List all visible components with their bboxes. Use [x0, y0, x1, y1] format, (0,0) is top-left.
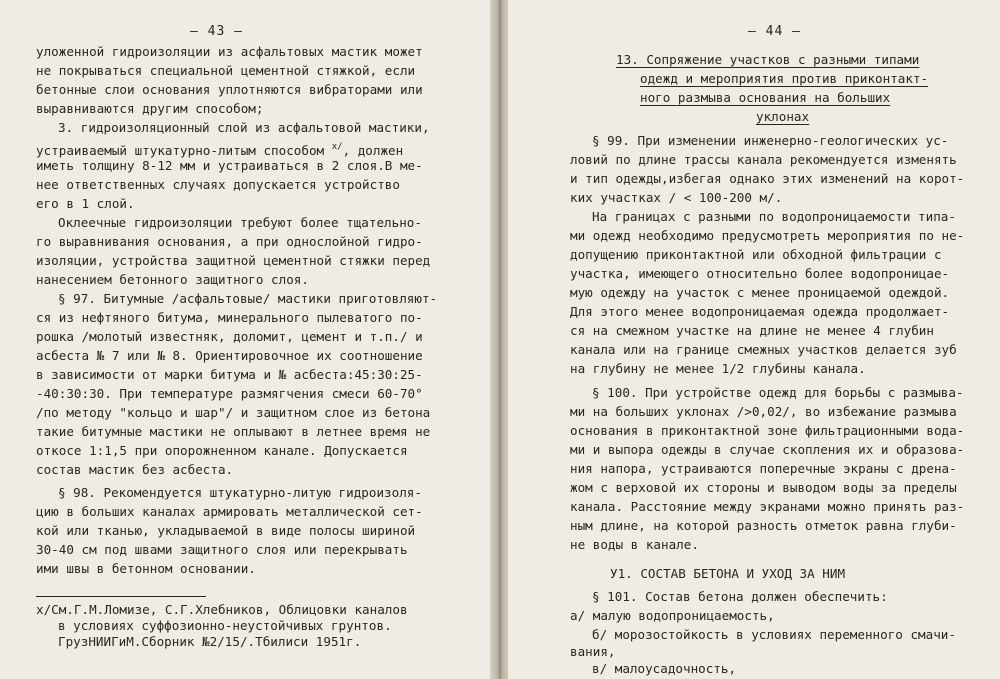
text-line: такие битумные мастики не оплывают в летнее время не [36, 424, 431, 439]
book-gutter [490, 0, 510, 679]
text-line: уложенной гидроизоляции из асфальтовых мастик может [36, 44, 423, 59]
footnote-line: x/См.Г.М.Ломизе, С.Г.Хлебников, Облицовки каналов [36, 602, 408, 617]
text-line: участка, имеющего относительно более водопроницае- [570, 266, 950, 281]
text-line: цию в больших каналах армировать металлической сет- [36, 504, 423, 519]
text-line: и тип одежды,избегая однако этих изменений на корот- [570, 171, 965, 186]
text-line: состав мастик без асбеста. [36, 462, 234, 477]
text-line: 30-40 см под швами защитного слоя или перекрывать [36, 542, 408, 557]
text-line: основания в приконтактной зоне фильтрационными вода- [570, 423, 965, 438]
section-heading-line: 13. Сопряжение участков с разными типами [616, 52, 920, 67]
text-line: § 100. При устройстве одежд для борьбы с размыва- [592, 385, 964, 400]
text-line: откосе 1:1,5 при опорожненном канале. Допускается [36, 443, 408, 458]
text-line: не воды в канале. [570, 537, 699, 552]
text-line: в зависимости от марки битума и № асбеста:45:30:25- [36, 367, 423, 382]
text-line: бетонные слои основания уплотняются вибраторами или [36, 82, 423, 97]
text-line: /по методу "кольцо и шар"/ и защитном слое из бетона [36, 405, 431, 420]
footnote-line: ГрузНИИГиМ.Сборник №2/15/.Тбилиси 1951г. [58, 634, 362, 649]
text-line: ся из нефтяного битума, минерального пылеватого по- [36, 310, 423, 325]
text-line: -40:30:30. При температуре размягчения смеси 60-70° [36, 386, 423, 401]
text-line: нанесением бетонного защитного слоя. [36, 272, 309, 287]
text-line: в/ малоусадочность, [592, 661, 737, 676]
text-line: § 98. Рекомендуется штукатурно-литую гидроизоля- [58, 485, 422, 500]
section-heading-line: ного размыва основания на больших [640, 90, 891, 105]
text-line: ими швы в бетонном основании. [36, 561, 256, 576]
text-line: § 97. Битумные /асфальтовые/ мастики приготовляют- [58, 291, 438, 306]
text-line: ся на смежном участке на длине не менее 4 глубин [570, 323, 934, 338]
footnote-rule [36, 596, 206, 597]
section-heading-line: уклонах [756, 109, 810, 124]
text-line: иметь толщину 8-12 мм и устраиваться в 2 слоя.В ме- [36, 158, 423, 173]
text-line: изоляции, устройства защитной цементной стяжки перед [36, 253, 431, 268]
text-line: асбеста № 7 или № 8. Ориентировочное их соотношение [36, 348, 423, 363]
text-line: го выравнивания основания, а при однослойной гидро- [36, 234, 423, 249]
text-line: кой или тканью, укладываемой в виде полосы шириной [36, 523, 416, 538]
text-line: § 99. При изменении инженерно-геологических ус- [592, 133, 949, 148]
text-line: выравниваются другим способом; [36, 101, 264, 116]
text-line: жом с верховой их стороны и выводом воды за пределы [570, 480, 957, 495]
text-line: его в 1 слой. [36, 196, 135, 211]
text-line: Для этого менее водопроницаемая одежда продолжает- [570, 304, 950, 319]
text-line: мую одежду на участок с менее проницаемой одеждой. [570, 285, 950, 300]
text-line: ких участках / < 100-200 м/. [570, 190, 783, 205]
text-line: 3. гидроизоляционный слой из асфальтовой мастики, [58, 120, 430, 135]
text-line: допущению приконтактной или обходной фильтрации с [570, 247, 942, 262]
footnote-mark: x/ [331, 142, 343, 152]
text-line: канала или на границе смежных участков делается зуб [570, 342, 957, 357]
text-line: ми и выпора одежды в случае скопления их и образова- [570, 442, 965, 457]
section-heading-line: одежд и мероприятия против приконтакт- [640, 71, 929, 86]
text-line: на глубину не менее 1/2 глубины канала. [570, 361, 866, 376]
text-line: не покрываться специальной цементной стяжкой, если [36, 63, 416, 78]
text-line: нее ответственных случаях допускается устройство [36, 177, 400, 192]
text-line: вания, [570, 644, 616, 659]
text-line: ловий по длине трассы канала рекомендуется изменять [570, 152, 957, 167]
text-line: а/ малую водопроницаемость, [570, 608, 775, 623]
footnote-line: в условиях суффозионно-неустойчивых грунтов. [58, 618, 392, 633]
text-line: § 101. Состав бетона должен обеспечить: [592, 589, 888, 604]
text-line: На границах с разными по водопроницаемости типа- [592, 209, 956, 224]
text-fragment: устраиваемый штукатурно-литым способом [36, 143, 325, 158]
page-number: — 43 — [190, 24, 243, 39]
text-fragment: , должен [342, 143, 404, 158]
text-line: б/ морозостойкость в условиях переменного смачи- [592, 627, 956, 642]
left-page [0, 0, 492, 679]
right-page [508, 0, 1000, 679]
text-line: ми одежд необходимо предусмотреть мероприятия по не- [570, 228, 965, 243]
text-line: ным длине, на которой разность отметок равна глуби- [570, 518, 957, 533]
text-line: ния напора, устраиваются поперечные экраны с дрена- [570, 461, 957, 476]
text-line: ми на больших уклонах />0,02/, во избежание размыва [570, 404, 957, 419]
text-line: Оклеечные гидроизоляции требуют более тщательно- [58, 215, 422, 230]
text-line [36, 139, 403, 159]
text-line: канала. Расстояние между экранами можно принять раз- [570, 499, 965, 514]
chapter-heading: У1. СОСТАВ БЕТОНА И УХОД ЗА НИМ [610, 566, 846, 581]
text-line: рошка /молотый известняк, доломит, цемент и т.п./ и [36, 329, 423, 344]
page-number: — 44 — [748, 24, 801, 39]
